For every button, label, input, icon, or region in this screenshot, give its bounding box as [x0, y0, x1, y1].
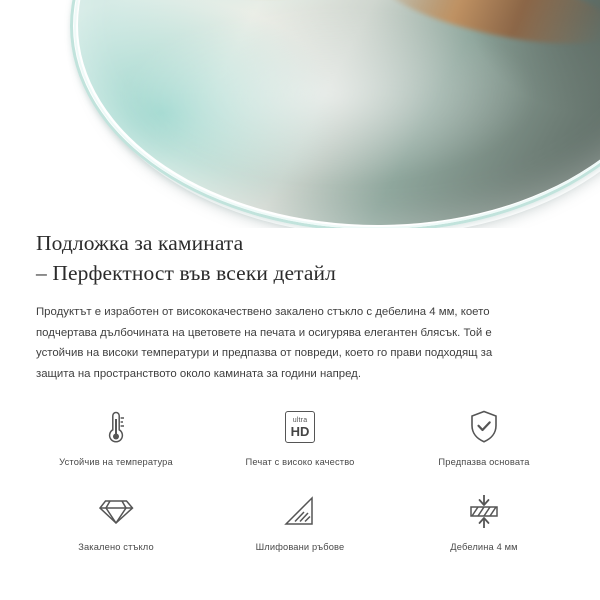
bottom-spacer: [0, 586, 600, 600]
feature-item-temperature: [24, 404, 208, 467]
glass-plate-graphic: [78, 0, 600, 225]
page-title-line-1: Подложка за камината: [36, 231, 244, 255]
feature-grid: [0, 404, 600, 552]
feature-item-thickness: [392, 489, 576, 552]
feature-item-polished-edges: [208, 489, 392, 552]
page-title: [0, 228, 600, 288]
feature-label: Предпазва основата: [438, 457, 530, 467]
feature-label: Печат с високо качество: [245, 457, 355, 467]
feature-label: Закалено стъкло: [78, 542, 154, 552]
page-title-line-2: – Перфектност във всеки детайл: [36, 261, 336, 285]
hero-image-inner: [0, 0, 600, 228]
feature-item-tempered-glass: [24, 489, 208, 552]
feature-label: Устойчив на температура: [59, 457, 173, 467]
thickness-icon: [466, 489, 502, 535]
feature-item-print-quality: [208, 404, 392, 467]
marble-haze: [118, 5, 538, 185]
feature-label: Дебелина 4 мм: [450, 542, 518, 552]
description-paragraph: Продуктът е изработен от висококачествено закалено стъкло с дебелина 4 мм, което подчертава дълбочината на цветовете на печата и осигурява елегантен блясък. Той е устойчив на високи температури и предпазва от повреди, което го прави подходящ за защита на пространството около камината за години напред.: [36, 306, 493, 380]
shield-check-icon: [467, 404, 501, 450]
diamond-icon: [97, 489, 135, 535]
polished-edges-icon: [282, 489, 318, 535]
content-section: [0, 228, 600, 552]
hero-image: [0, 0, 600, 228]
feature-label: Шлифовани ръбове: [255, 542, 345, 552]
thermometer-icon: [102, 404, 130, 450]
ultra-hd-icon: ultra HD: [285, 404, 315, 450]
feature-item-protection: [392, 404, 576, 467]
